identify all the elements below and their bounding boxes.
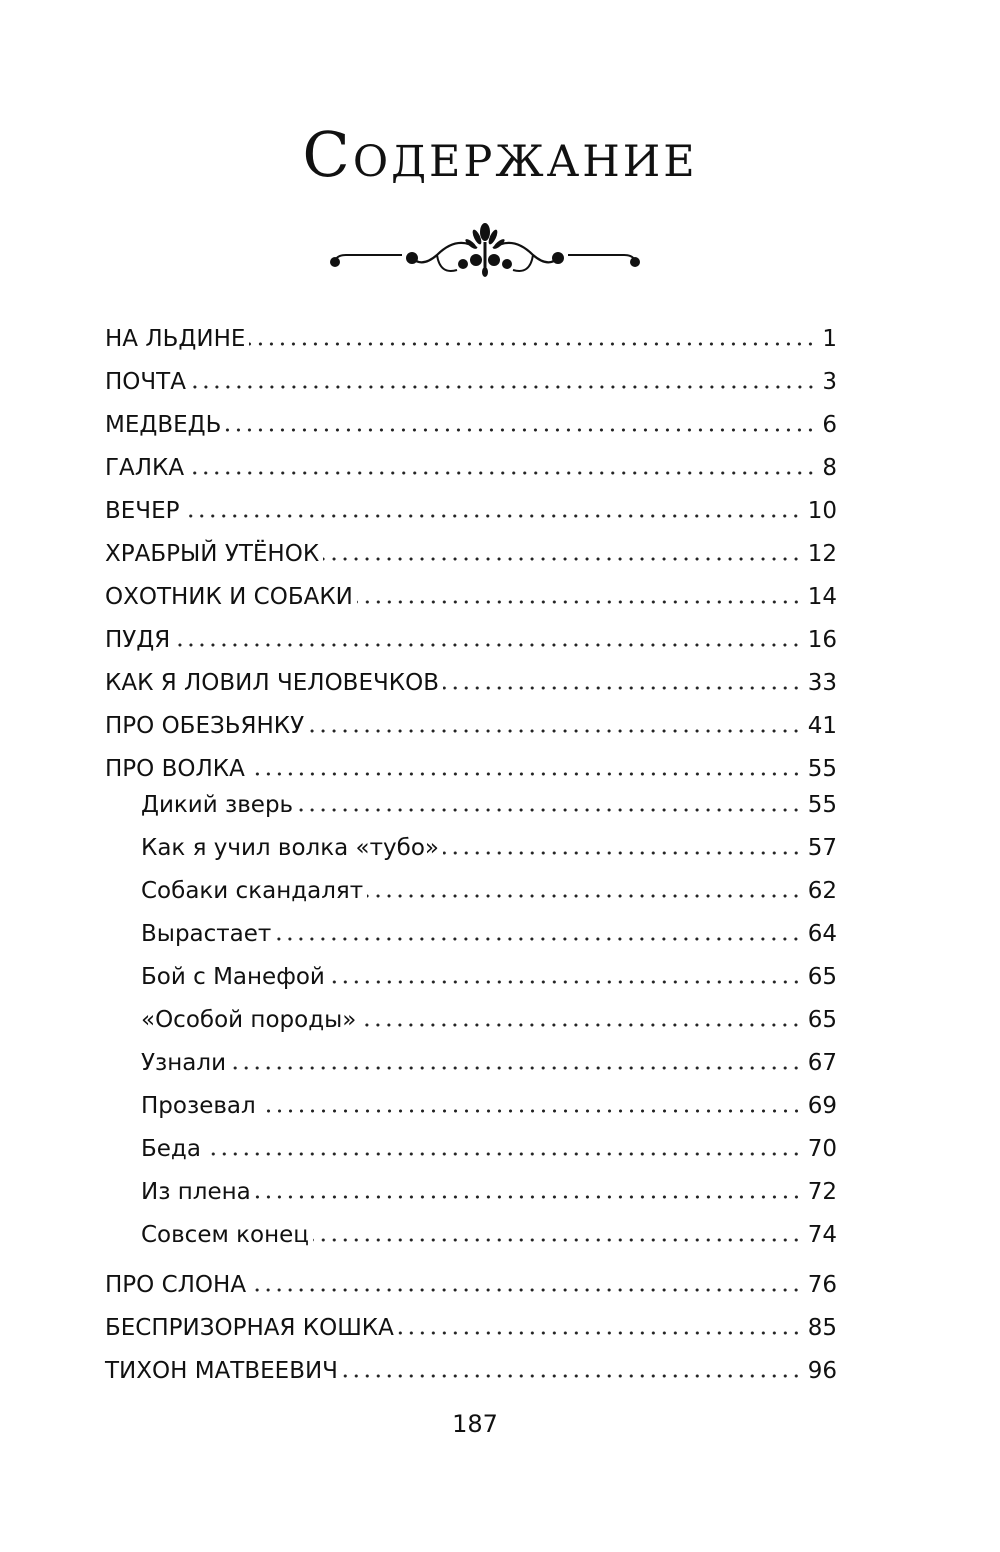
dot-leader <box>357 600 802 604</box>
toc-entry-title: Узнали <box>141 1050 227 1076</box>
dot-leader <box>174 643 801 647</box>
toc-entry-page: 12 <box>807 541 837 567</box>
toc-entry[interactable] <box>105 956 837 999</box>
toc-entry-title: ГАЛКА <box>105 455 185 481</box>
page-number: 187 <box>452 1410 498 1438</box>
toc-entry-title: ПРО ВОЛКА <box>105 756 245 782</box>
toc-entry-title: Беда <box>141 1136 201 1162</box>
toc-entry[interactable] <box>105 1128 837 1171</box>
toc-entry-title: ОХОТНИК И СОБАКИ <box>105 584 353 610</box>
toc-entry-page: 64 <box>807 921 837 947</box>
toc-entry-page: 41 <box>807 713 837 739</box>
toc-entry-page: 10 <box>807 498 837 524</box>
table-of-contents <box>105 318 837 1393</box>
dot-leader <box>225 428 816 432</box>
toc-entry[interactable] <box>105 619 837 662</box>
toc-entry[interactable] <box>105 490 837 533</box>
toc-entry-page: 55 <box>807 756 837 782</box>
toc-entry-title: Дикий зверь <box>141 792 294 818</box>
toc-entry-page: 85 <box>807 1315 837 1341</box>
toc-entry[interactable] <box>105 318 837 361</box>
toc-entry[interactable] <box>105 784 837 827</box>
toc-entry-page: 69 <box>807 1093 837 1119</box>
toc-entry[interactable] <box>105 1042 837 1085</box>
toc-entry[interactable] <box>105 404 837 447</box>
toc-entry[interactable] <box>105 827 837 870</box>
toc-entry-page: 70 <box>807 1136 837 1162</box>
toc-entry-title: ХРАБРЫЙ УТЁНОК <box>105 541 320 567</box>
toc-entry-title: Вырастает <box>141 921 272 947</box>
dot-leader <box>250 1288 802 1292</box>
toc-entry-title: Бой с Манефой <box>141 964 325 990</box>
toc-entry-page: 74 <box>807 1222 837 1248</box>
toc-entry-page: 62 <box>807 878 837 904</box>
dot-leader <box>367 894 802 898</box>
toc-entry-page: 14 <box>807 584 837 610</box>
toc-entry-page: 96 <box>807 1358 837 1384</box>
toc-entry-title: Как я учил волка «тубо» <box>141 835 439 861</box>
toc-entry-title: Прозевал <box>141 1093 256 1119</box>
toc-entry-title: МЕДВЕДЬ <box>105 412 222 438</box>
toc-entry-title: ПРО ОБЕЗЬЯНКУ <box>105 713 305 739</box>
toc-entry[interactable] <box>105 447 837 490</box>
toc-entry-page: 8 <box>822 455 837 481</box>
dot-leader <box>183 514 801 518</box>
dot-leader <box>249 342 816 346</box>
toc-entry[interactable] <box>105 361 837 404</box>
toc-entry-title: ПОЧТА <box>105 369 186 395</box>
dot-leader <box>443 686 802 690</box>
dot-leader <box>190 385 816 389</box>
toc-entry-page: 67 <box>807 1050 837 1076</box>
toc-entry[interactable] <box>105 999 837 1042</box>
ornament-divider-icon <box>322 210 648 280</box>
toc-entry-title: НА ЛЬДИНЕ <box>105 326 246 352</box>
toc-entry-title: ПУДЯ <box>105 627 171 653</box>
toc-entry[interactable] <box>105 1214 837 1257</box>
dot-leader <box>329 980 802 984</box>
toc-entry-title: ТИХОН МАТВЕЕВИЧ <box>105 1358 338 1384</box>
toc-entry[interactable] <box>105 705 837 748</box>
toc-entry-title: ВЕЧЕР <box>105 498 180 524</box>
toc-entry-page: 1 <box>822 326 837 352</box>
toc-entry-page: 57 <box>807 835 837 861</box>
dot-leader <box>260 1109 802 1113</box>
toc-entry[interactable] <box>105 1171 837 1214</box>
toc-entry-page: 65 <box>807 1007 837 1033</box>
toc-entry-title: Из плена <box>141 1179 251 1205</box>
toc-entry[interactable] <box>105 1085 837 1128</box>
toc-entry-page: 76 <box>807 1272 837 1298</box>
dot-leader <box>188 471 816 475</box>
toc-entry[interactable] <box>105 1350 837 1393</box>
dot-leader <box>249 772 802 776</box>
dot-leader <box>297 808 802 812</box>
dot-leader <box>342 1374 802 1378</box>
dot-leader <box>255 1195 802 1199</box>
page-title: Содержание <box>302 118 698 191</box>
toc-entry[interactable] <box>105 576 837 619</box>
toc-entry[interactable] <box>105 1307 837 1350</box>
toc-entry-title: Собаки скандалят <box>141 878 364 904</box>
toc-entry-page: 3 <box>822 369 837 395</box>
toc-entry-title: БЕСПРИЗОРНАЯ КОШКА <box>105 1315 394 1341</box>
toc-entry[interactable] <box>105 870 837 913</box>
toc-entry-title: ПРО СЛОНА <box>105 1272 247 1298</box>
toc-entry[interactable] <box>105 662 837 705</box>
dot-leader <box>313 1238 802 1242</box>
toc-entry[interactable] <box>105 533 837 576</box>
toc-entry-page: 72 <box>807 1179 837 1205</box>
toc-entry-page: 33 <box>807 670 837 696</box>
dot-leader <box>443 851 802 855</box>
dot-leader <box>275 937 801 941</box>
toc-entry-page: 16 <box>807 627 837 653</box>
toc-entry-title: «Особой породы» <box>141 1007 357 1033</box>
dot-leader <box>205 1152 802 1156</box>
toc-entry-title: Совсем конец <box>141 1222 309 1248</box>
dot-leader <box>308 729 802 733</box>
toc-entry-page: 65 <box>807 964 837 990</box>
toc-entry[interactable] <box>105 1264 837 1307</box>
toc-entry-page: 55 <box>807 792 837 818</box>
dot-leader <box>323 557 802 561</box>
toc-entry[interactable] <box>105 913 837 956</box>
dot-leader <box>230 1066 802 1070</box>
dot-leader <box>360 1023 801 1027</box>
dot-leader <box>398 1331 802 1335</box>
toc-entry-page: 6 <box>822 412 837 438</box>
toc-entry-title: КАК Я ЛОВИЛ ЧЕЛОВЕЧКОВ <box>105 670 439 696</box>
